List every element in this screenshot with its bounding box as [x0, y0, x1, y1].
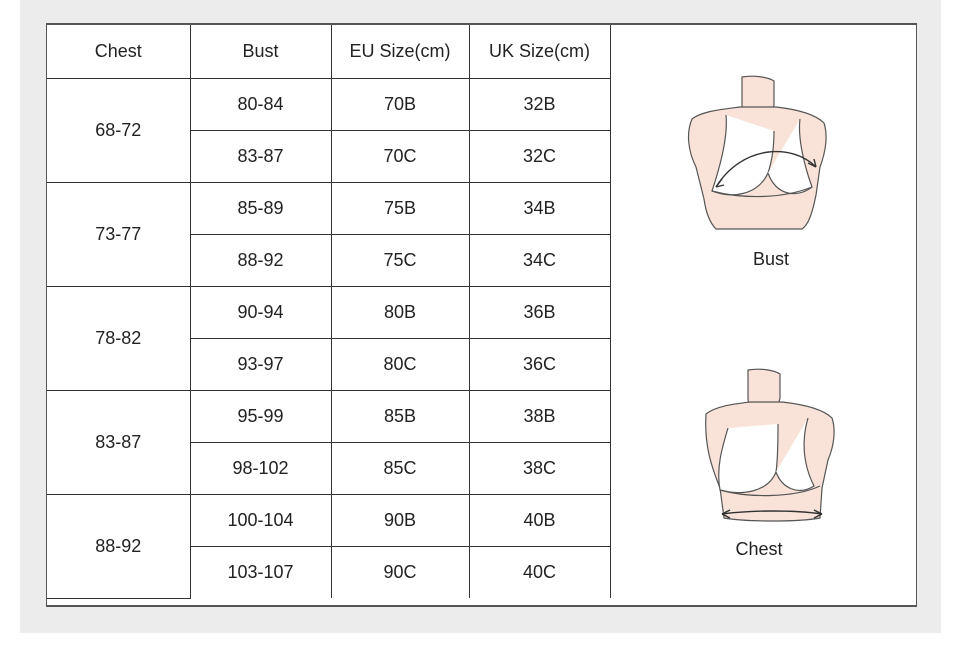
- table-row: [47, 494, 610, 546]
- measurement-illustrations: [610, 25, 916, 605]
- uk-size-cell: 38C: [469, 442, 610, 494]
- chest-cell: 78-82: [47, 286, 190, 390]
- uk-size-cell: 32C: [469, 130, 610, 182]
- header-eu-size: EU Size(cm): [331, 25, 469, 78]
- header-chest: Chest: [47, 25, 190, 78]
- uk-size-cell: 34B: [469, 182, 610, 234]
- bust-cell: 93-97: [190, 338, 331, 390]
- header-uk-size: UK Size(cm): [469, 25, 610, 78]
- uk-size-cell: 40C: [469, 546, 610, 598]
- table-row: [47, 390, 610, 442]
- bust-measurement-figure: [682, 75, 832, 240]
- eu-size-cell: 85B: [331, 390, 469, 442]
- uk-size-cell: 38B: [469, 390, 610, 442]
- size-table: [47, 25, 611, 599]
- chest-cell: 68-72: [47, 78, 190, 182]
- table-row: [47, 286, 610, 338]
- bust-cell: 85-89: [190, 182, 331, 234]
- bust-label: Bust: [752, 249, 790, 269]
- eu-size-cell: 75C: [331, 234, 469, 286]
- table-row: [47, 78, 610, 130]
- eu-size-cell: 90C: [331, 546, 469, 598]
- bust-cell: 80-84: [190, 78, 331, 130]
- chest-cell: 83-87: [47, 390, 190, 494]
- uk-size-cell: 34C: [469, 234, 610, 286]
- size-chart: [46, 23, 917, 607]
- chest-cell: 88-92: [47, 494, 190, 598]
- chest-label: Chest: [735, 539, 783, 559]
- eu-size-cell: 80C: [331, 338, 469, 390]
- bust-cell: 100-104: [190, 494, 331, 546]
- eu-size-cell: 85C: [331, 442, 469, 494]
- chest-cell: 73-77: [47, 182, 190, 286]
- bust-cell: 90-94: [190, 286, 331, 338]
- eu-size-cell: 80B: [331, 286, 469, 338]
- eu-size-cell: 70C: [331, 130, 469, 182]
- eu-size-cell: 90B: [331, 494, 469, 546]
- eu-size-cell: 70B: [331, 78, 469, 130]
- table-row: [47, 182, 610, 234]
- bust-cell: 95-99: [190, 390, 331, 442]
- bust-cell: 103-107: [190, 546, 331, 598]
- eu-size-cell: 75B: [331, 182, 469, 234]
- uk-size-cell: 40B: [469, 494, 610, 546]
- bust-cell: 88-92: [190, 234, 331, 286]
- uk-size-cell: 36C: [469, 338, 610, 390]
- table-header-row: [47, 25, 610, 78]
- uk-size-cell: 36B: [469, 286, 610, 338]
- bust-cell: 83-87: [190, 130, 331, 182]
- uk-size-cell: 32B: [469, 78, 610, 130]
- bust-cell: 98-102: [190, 442, 331, 494]
- chest-measurement-figure: [698, 368, 848, 528]
- header-bust: Bust: [190, 25, 331, 78]
